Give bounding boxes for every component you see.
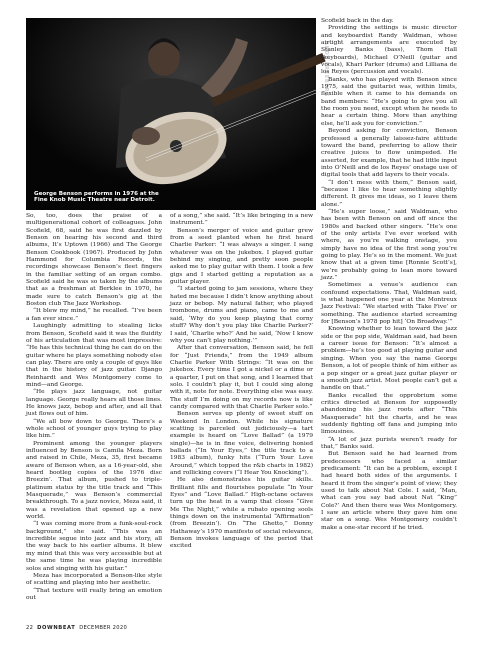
paragraph: Providing the settings is music director and keyboardist Randy Waldman, whose airtight arrangements are executed by Stanley Banks (bass), Thom Hall (keyboards), Michael O’Neill (guitar and vocals), Khari Parker (drums) and Lilliana de los Reyes (percussion and vocals). bbox=[321, 25, 457, 76]
paragraph: After that conversation, Benson said, he fell for “Just Friends,” from the 1949 album Charlie Parker With Strings: “It was on the jukebox. Every time I got a nickel or a dime or a quarter, I put on that song, and I learned that solo. I couldn’t play it, but I could sing along with it, note for note. Everything else was easy. The stuff I’m doing on my records now is like candy compared with that Charlie Parker solo.” bbox=[170, 345, 313, 410]
paragraph: Banks, who has played with Benson since 1975, said the guitarist was, within limits, flexible when it came to his demands on band members: “He’s going to give you all the room you need, except when he needs to hear a certain thing. More than anything else, he’ll ask you for conviction.” bbox=[321, 76, 457, 127]
paragraph: He also demonstrates his guitar skills. Brilliant fills and flourishes populate “In Your Eyes” and “Love Ballad.” High-octane octaves turn up the heat in a vamp that closes “Give Me The Night,” while a rubato opening sools things down on the instrumental “Affirmation” (from Breezin’). On “The Ghetto,” Donny Hathaway’s 1970 manifesto of social relevance, Benson invokes language of the period that excited bbox=[170, 477, 313, 550]
paragraph: “I was coming more from a funk-soul-rock background,” she said. “This was an incredible segue into jazz and his story, all the way back to his earlier albums. It blew my mind that this was very accessible but at the same time he was playing incredible solos and singing with his guitar.” bbox=[26, 521, 162, 572]
paragraph: “He’s super loose,” said Waldman, who has been with Benson on and off since the 1980s and backed other singers. “He’s one of the only artists I’ve ever worked with where, as you’re walking onstage, you simply have no idea of the first song you’re going to play. He’s so in the moment. We just know that at a given time [Ronnie Scott’s], we’re probably going to lean more toward jazz.” bbox=[321, 208, 457, 282]
paragraph: So, too, does the praise of a multigenerational cohort of colleagues. John Scofield, 68, said he was first dazzled by Benson on hearing his second and third albums, It’s Uptown (1966) and The George Benson Cookbook (1967). Produced by John Hammond for Columbia Records, the recordings showcase Benson’s fleet fingers in the familiar setting of an organ combo. Scofield said he was so taken by the albums that as a freshman at Berklee in 1970, he made sure to catch Benson’s gig at the Boston club The Jazz Workshop. bbox=[26, 213, 162, 308]
paragraph: “It blew my mind,” he recalled. “I’ve been a fan ever since.” bbox=[26, 308, 162, 322]
paragraph: “A lot of jazz purists weren’t ready for that,” Banks said. bbox=[321, 436, 457, 450]
paragraph: Meza has incorporated a Benson-like style of scatting and playing into her aesthetic. bbox=[26, 572, 162, 587]
paragraph: Benson’s merger of voice and guitar grew from a seed planted when he first heard Charlie Parker: “I was always a singer. I sang whatever was on the jukebox. I played guitar behind my singing, and pretty soon people asked me to play guitar with them. I took a few gigs and I started getting a reputation as a guitar player. bbox=[170, 227, 313, 286]
paragraph: Benson serves up plenty of sweet stuff on Weekend In London. While his signature scatting is parceled out judiciously—a tart example is heard on “Love Ballad” (a 1979 single)—he is in fine voice, delivering honied ballads (“In Your Eyes,” the title track to a 1983 album), funky hits (“Turn Your Love Around,” which topped the r&b charts in 1982) and rollicking covers (“I Hear You Knocking”). bbox=[170, 411, 313, 477]
paragraph: “We all bow down to George. There’s a whole school of younger guys trying to play like him.” bbox=[26, 418, 162, 440]
issue-date: DECEMBER 2020 bbox=[79, 625, 128, 631]
paragraph: Prominent among the younger players influenced by Benson is Camila Meza. Born and raised in Chile, Meza, 35, first became aware of Benson when, as a 16-year-old, she heard bootleg copies of the 1976 disc Breezin’. That album, pushed to triple-platinum status by the title track and “This Masquerade,” was Benson’s commercial breakthrough. To a jazz novice, Meza said, it was a revelation that opened up a new world. bbox=[26, 440, 162, 521]
paragraph: “I don’t mess with them,” Benson said, “because I like to hear something slightly different. It gives me ideas, so I leave them alone.” bbox=[321, 179, 457, 208]
article-column-3 bbox=[321, 18, 457, 532]
paragraph: “That texture will really bring an emotion out bbox=[26, 587, 162, 601]
article-column-1 bbox=[26, 213, 162, 602]
paragraph: Laughingly admitting to stealing licks from Benson, Scofield said it was the fluidity of his articulation that was most impressive: “He has this technical thing he can do on the guitar where he plays something nobody else can play. There are only a couple of guys like that in the history of jazz guitar. Django Reinhardt and Wes Montgomery come to mind—and George. bbox=[26, 323, 162, 388]
paragraph: Scofield back in the day. bbox=[321, 18, 394, 24]
paragraph: “I started going to jam sessions, where they hated me because I didn’t know anything about jazz or bebop. My natural father, who played trombone, drums and piano, came to me and said, ‘Why do you keep playing that corny stuff? Why don’t you play like Charlie Parker?’ I said, ‘Charlie who?’ And he said, ‘Now I know why you can’t play nothing.’” bbox=[170, 286, 313, 344]
article-column-2 bbox=[170, 213, 313, 551]
paragraph: Banks recalled the opprobrium some critics directed at Benson for supposedly abandoning his jazz roots after “This Masquerade” hit the charts, and he was suddenly fighting off fans and jumping into limousines. bbox=[321, 392, 457, 436]
photo-credit: ANDY FREEBERG bbox=[322, 40, 329, 98]
performance-photo bbox=[26, 18, 329, 210]
paragraph: Knowing whether to lean toward the jazz side or the pop side, Waldman said, had been a career issue for Benson: “It’s almost a problem—he’s too good at playing guitar and singing. When you say the name George Benson, a lot of people think of him either as a pop singer or a great jazz guitar player or a smooth jazz artist. Most people can’t get a handle on that.” bbox=[321, 326, 457, 392]
paragraph: Sometimes a venue’s audience can confound expectations. That, Waldman said, is what happened one year at the Montreux Jazz Festival: “We started with ‘Take Five’ or something. The audience started screaming for [Benson’s 1978 pop hit] ‘On Broadway.’” bbox=[321, 282, 457, 326]
paragraph: “He plays jazz language, not guitar language. George really hears all those lines. He knows jazz, bebop and after, and all that just flows out of him. bbox=[26, 389, 162, 418]
paragraph: But Benson said he had learned from predecessors who faced a similar predicament: “It can be a problem, except I had heard both sides of the arguments. I heard it from the singer’s point of view; they used to talk about Nat Cole. I said, ‘Man, what can you say bad about Nat “King” Cole?’ And then there was Wes Montgomery. I saw an article where they gave him one star on a song. Wes Montgomery couldn’t make a one-star record if he tried. bbox=[321, 451, 457, 531]
page-footer bbox=[26, 625, 127, 631]
guitarist-illustration bbox=[26, 18, 316, 210]
magazine-name: DOWNBEAT bbox=[37, 625, 76, 631]
page-number: 22 bbox=[26, 625, 34, 631]
photo-caption: George Benson performs in 1976 at the Fine Knob Music Theatre near Detroit. bbox=[34, 190, 159, 204]
paragraph: Beyond asking for conviction, Benson professed a generally laissez-faire attitude toward the band, preferring to allow their creative juices to flow unimpeded. He asserted, for example, that he had little input into O’Neill and de los Reyes’ onstage use of digital tools that add layers to their vocals. bbox=[321, 128, 457, 179]
paragraph: of a song,” she said. “It’s like bringing in a new instrument.” bbox=[170, 213, 313, 227]
